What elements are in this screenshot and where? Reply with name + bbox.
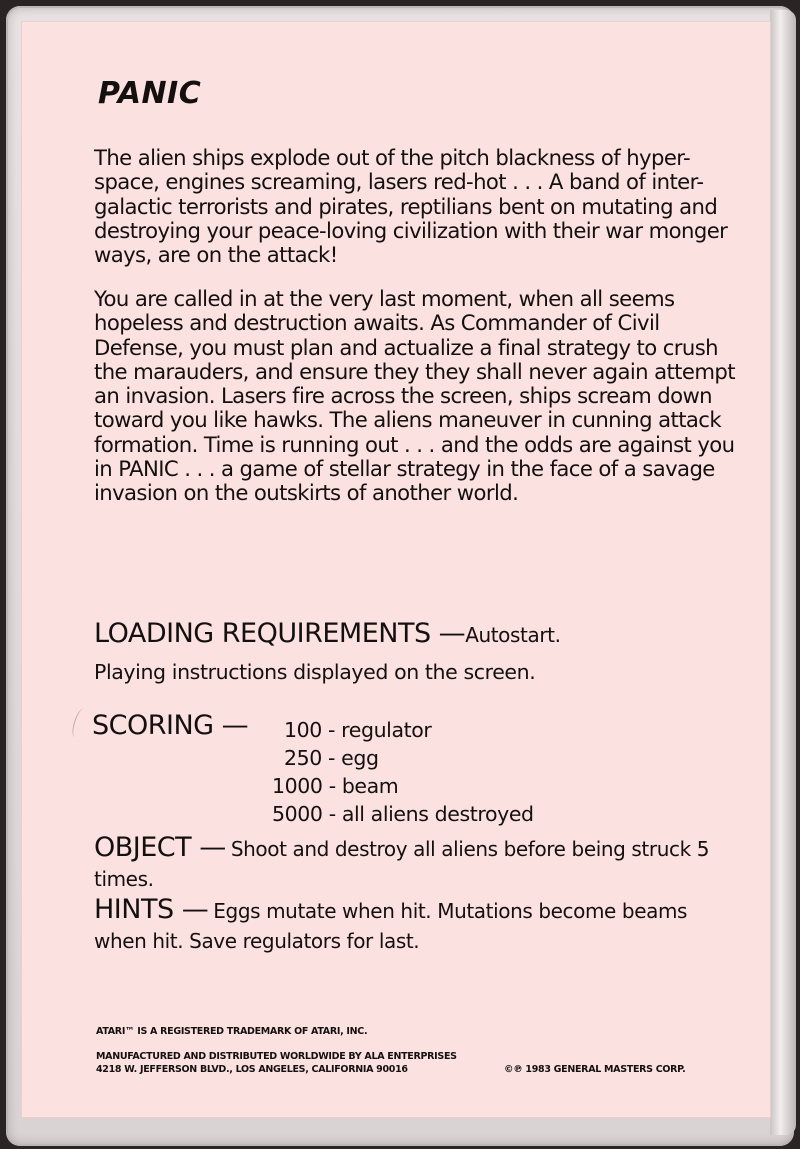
score-row: 1000 - beam — [272, 774, 399, 798]
case-hinge — [770, 10, 796, 1135]
scoring-dash: — — [213, 710, 249, 741]
scoring-heading-line — [92, 710, 248, 741]
loading-requirements — [94, 618, 561, 649]
intro-paragraph-1: The alien ships explode out of the pitch blackness of hyper-space, engines screaming, lasers red-hot . . . A band of inter-galactic terrorists and pirates, reptilians bent on mutating and destroying your peace-loving civilization with their war monger ways, are on the attack! — [94, 145, 728, 268]
address-notice: 4218 W. JEFFERSON BLVD., LOS ANGELES, CALIFORNIA 90016 — [96, 1064, 408, 1075]
instruction-card — [22, 22, 770, 1117]
manufacturer-notice: MANUFACTURED AND DISTRIBUTED WORLDWIDE BY ALA ENTERPRISES — [96, 1051, 457, 1062]
object-dash: — — [191, 832, 226, 863]
loading-value: Autostart. — [465, 623, 561, 647]
score-points: 1000 — [272, 774, 323, 798]
score-label: beam — [341, 774, 399, 798]
score-points: 5000 — [272, 802, 323, 826]
hints-text: Eggs mutate when hit. Mutations become beams when hit. Save regulators for last. — [94, 899, 688, 953]
score-row: 5000 - all aliens destroyed — [272, 802, 534, 826]
score-row: 100 - regulator — [284, 718, 432, 742]
pen-mark — [70, 707, 90, 739]
object-section — [94, 832, 734, 894]
hints-heading: HINTS — [94, 894, 174, 925]
loading-dash: — — [430, 618, 466, 649]
copyright-notice: ©℗ 1983 GENERAL MASTERS CORP. — [504, 1064, 686, 1075]
score-label: egg — [341, 746, 379, 770]
playing-instructions: Playing instructions displayed on the screen. — [94, 660, 536, 684]
object-heading: OBJECT — [94, 832, 192, 863]
loading-heading: LOADING REQUIREMENTS — [94, 618, 431, 649]
score-row: 250 - egg — [284, 746, 379, 770]
object-text: Shoot and destroy all aliens before being struck 5 times. — [94, 837, 710, 891]
score-label: all aliens destroyed — [341, 802, 534, 826]
score-points: 250 — [284, 746, 322, 770]
scoring-heading: SCORING — [92, 710, 214, 741]
hints-section — [94, 894, 734, 956]
page-title: PANIC — [98, 76, 202, 111]
score-points: 100 — [284, 718, 322, 742]
score-label: regulator — [341, 718, 432, 742]
hints-dash: — — [173, 894, 209, 925]
intro-paragraph-2: You are called in at the very last moment, when all seems hopeless and destruction awaits. As Commander of Civil Defense, you must plan and actualize a final strategy to crush the marauders, and ensure they they shall never again attempt an invasion. Lasers fire across the screen, ships scream down toward you like hawks. The aliens maneuver in cunning attack formation. Time is running out . . . and the odds are against you in PANIC . . . a game of stellar strategy in the face of a savage invasion on the outskirts of another world. — [94, 286, 735, 506]
trademark-notice: ATARI™ IS A REGISTERED TRADEMARK OF ATARI, INC. — [96, 1026, 368, 1037]
